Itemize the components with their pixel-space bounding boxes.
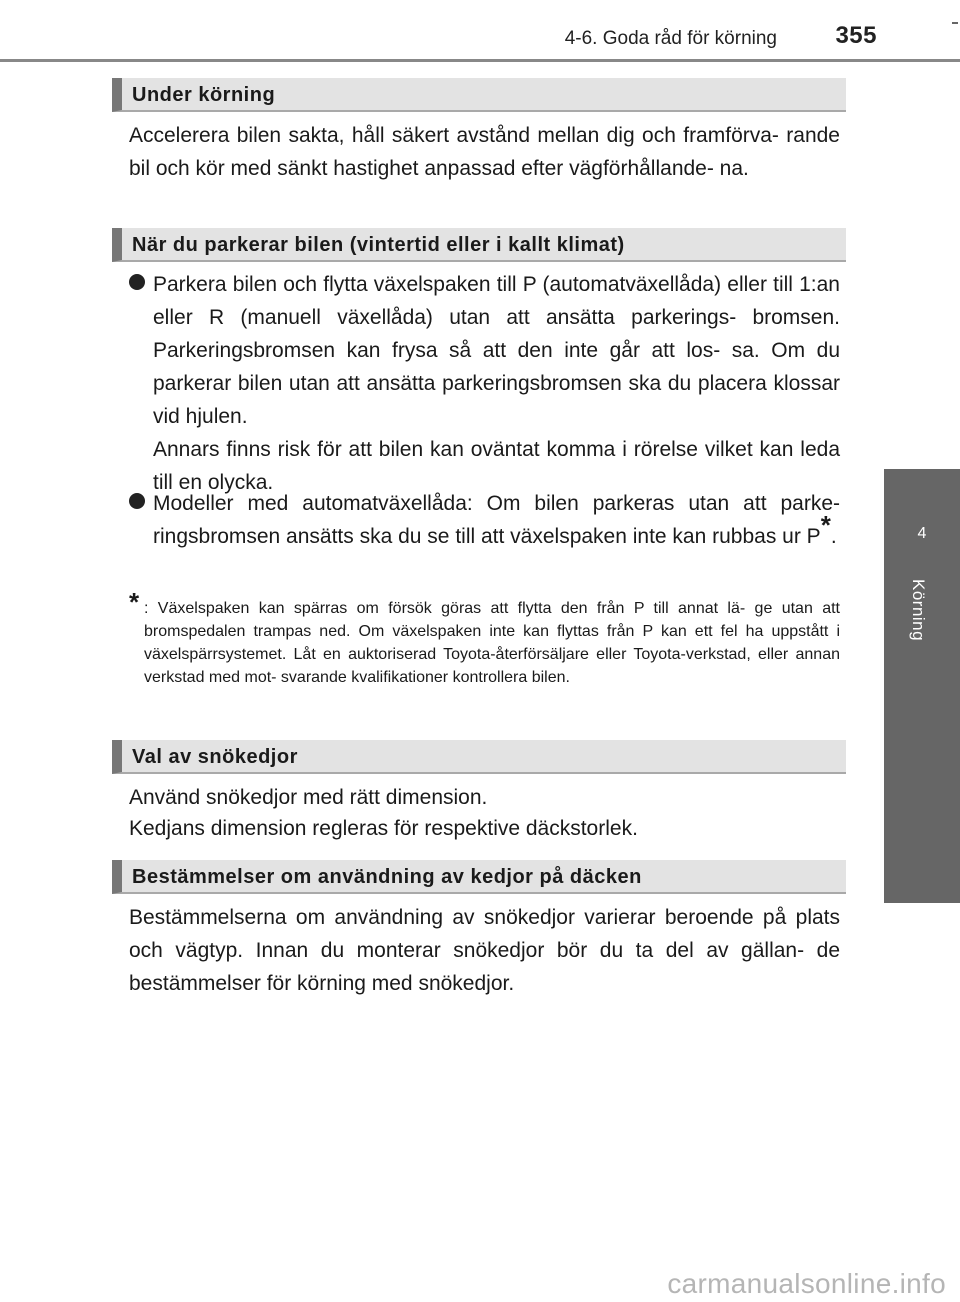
bullet-text: [153, 268, 840, 499]
footnote-text: : Växelspaken kan spärras om försök göras att flytta den från P till annat lä- ge utan att bromspedalen trampas ned. Om växelspaken inte kan flyttas från P kan ett fel ha uppstått i växelspärrsystemet. Låt en auktoriserad Toyota-återförsäljare eller Toyota-verkstad, eller annan verkstad med mot- svarande kvalifikationer kontrollera bilen.: [144, 600, 840, 686]
section-heading-snokedjor: [112, 740, 846, 774]
side-tab-number: 4: [917, 525, 927, 542]
side-tab-label: Körning: [909, 579, 928, 642]
bullet-paragraph: Modeller med automatväxellåda: Om bilen parkeras utan att parke- ringsbromsen ansätts ska du se till att växelspaken inte kan rubbas ur P: [153, 492, 840, 548]
section-body-line: Kedjans dimension regleras för respektive däckstorlek.: [129, 817, 638, 840]
chapter-side-tab: [884, 469, 960, 903]
footnote: [129, 587, 840, 689]
footnote-star: *: [129, 587, 140, 617]
bullet-icon: [129, 274, 145, 290]
bullet-icon: [129, 493, 145, 509]
section-heading-text: Bestämmelser om användning av kedjor på däcken: [132, 866, 642, 888]
footnote-marker: *: [820, 510, 831, 540]
page-header: [0, 0, 960, 62]
section-heading-text: Under körning: [132, 84, 276, 106]
section-heading-parkering: [112, 228, 846, 262]
watermark: carmanualsonline.info: [667, 1268, 946, 1299]
bullet-paragraph: Annars finns risk för att bilen kan oväntat komma i rörelse vilket kan leda till en olycka.: [153, 438, 840, 494]
bullet-text: [153, 487, 840, 553]
section-body: Bestämmelserna om användning av snökedjor varierar beroende på plats och vägtyp. Innan du monterar snökedjor bör du ta del av gällan- de bestämmelser för körning med snökedjor.: [129, 906, 840, 995]
section-heading-bestammelser: [112, 860, 846, 894]
section-body: Accelerera bilen sakta, håll säkert avstånd mellan dig och framförva- rande bil och kör med sänkt hastighet anpassad efter vägförhållande- na.: [129, 124, 840, 180]
section-body-line: Använd snökedjor med rätt dimension.: [129, 786, 488, 809]
header-rule: [0, 59, 960, 62]
list-item: [129, 487, 840, 553]
list-item: [129, 268, 840, 499]
section-heading-under-korning: [112, 78, 846, 112]
crop-mark: [952, 22, 958, 24]
bullet-paragraph: Parkera bilen och flytta växelspaken till P (automatväxellåda) eller till 1:an eller R (manuell växellåda) utan att ansätta parkerings- bromsen. Parkeringsbromsen kan frysa så att den inte går att los- sa. Om du parkerar bilen utan att ansätta parkeringsbromsen ska du placera klossar vid hjulen.: [153, 273, 840, 428]
page-number: 355: [835, 22, 877, 49]
section-heading-text: Val av snökedjor: [132, 746, 298, 768]
sentence-end: .: [830, 525, 837, 548]
section-heading-text: När du parkerar bilen (vintertid eller i kallt klimat): [132, 234, 625, 256]
chapter-title: 4-6. Goda råd för körning: [564, 28, 777, 49]
